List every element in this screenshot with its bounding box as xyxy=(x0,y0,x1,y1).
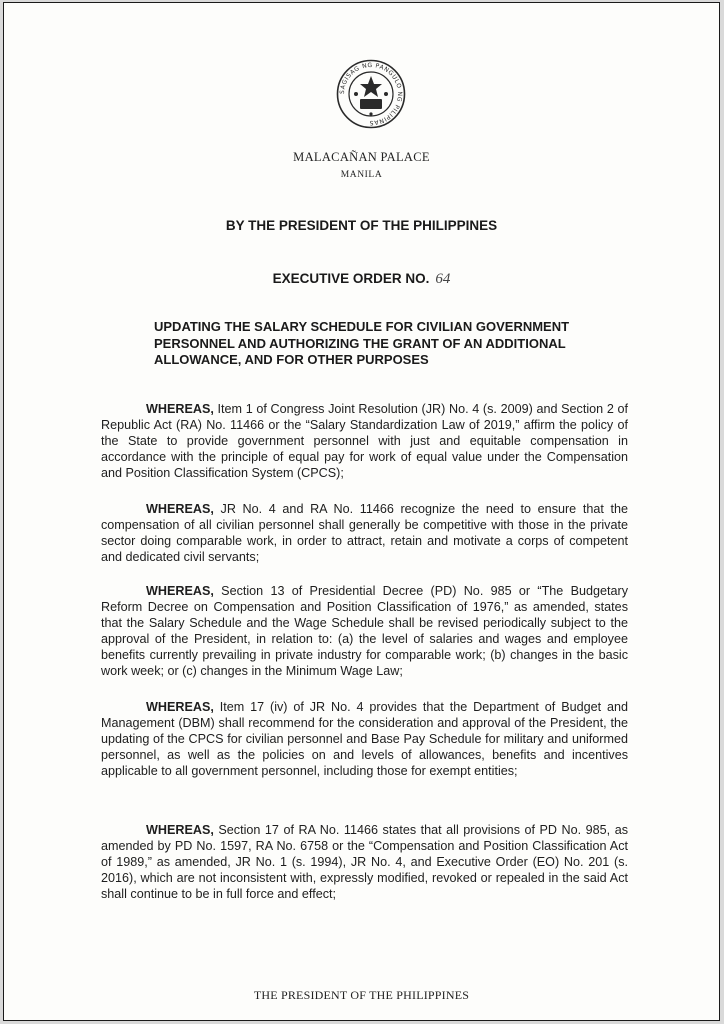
clause-text: Section 13 of Presidential Decree (PD) No. 985 or “The Budgetary Reform Decree on Compensation and Position Classification of 1976,” as amended, states that the Salary Schedule and the Wage Schedule shall be revised periodically subject to the approval of the President, in relation to: (a) the level of salaries and wages and employee benefits currently prevailing in private industry for comparable work; (b) changes in the basic work week; or (c) changes in the Minimum Wage Law; xyxy=(101,584,628,679)
palace-city: MANILA xyxy=(340,170,383,180)
clause-text: JR No. 4 and RA No. 11466 recognize the need to ensure that the compensation of all civilian personnel shall generally be competitive with those in the private sector doing comparable work, in order to attract, retain and motivate a corps of competent and dedicated civil servants; xyxy=(101,502,628,565)
clause-lead: WHEREAS, xyxy=(146,402,214,416)
clause-lead: WHEREAS, xyxy=(146,823,214,837)
page-footer: THE PRESIDENT OF THE PHILIPPINES xyxy=(253,988,470,1002)
palace-name: MALACAÑAN PALACE xyxy=(293,150,430,164)
clause-lead: WHEREAS, xyxy=(146,502,214,516)
whereas-clause xyxy=(101,401,628,481)
whereas-clause xyxy=(101,583,628,680)
presidential-seal-icon xyxy=(336,59,406,129)
whereas-clause xyxy=(101,699,628,779)
clause-lead: WHEREAS, xyxy=(146,584,214,598)
clause-text: Item 1 of Congress Joint Resolution (JR) No. 4 (s. 2009) and Section 2 of Republic Act (RA) No. 11466 or the “Salary Standardization Law of 2019,” affirm the policy of the State to provide government personnel with just and equitable compensation in accordance with the principle of equal pay for work of equal value under the Compensation and Position Classification System (CPCS); xyxy=(101,402,628,481)
executive-order-label: EXECUTIVE ORDER NO. xyxy=(272,271,430,286)
whereas-clause xyxy=(101,501,628,565)
order-subject: UPDATING THE SALARY SCHEDULE FOR CIVILIAN GOVERNMENT PERSONNEL AND AUTHORIZING THE GRANT OF AN ADDITIONAL ALLOWANCE, AND FOR OTHER PURPOSES xyxy=(154,319,570,367)
clause-lead: WHEREAS, xyxy=(146,700,214,714)
whereas-clause xyxy=(101,822,628,902)
executive-order-number: 64 xyxy=(435,271,451,287)
clause-text: Section 17 of RA No. 11466 states that all provisions of PD No. 985, as amended by PD No. 1597, RA No. 6758 or the “Compensation and Position Classification Act of 1989,” as amended, JR No. 1 (s. 1994), JR No. 4, and Executive Order (EO) No. 201 (s. 2016), which are not inconsistent with, expressly modified, revoked or repealed in the said Act shall continue to be in full force and effect; xyxy=(101,823,628,902)
issuing-authority: BY THE PRESIDENT OF THE PHILIPPINES xyxy=(225,218,498,233)
executive-order-title xyxy=(4,271,719,288)
clause-text: Item 17 (iv) of JR No. 4 provides that the Department of Budget and Management (DBM) shall recommend for the consideration and approval of the President, the updating of the CPCS for civilian personnel and Base Pay Schedule for military and uniformed personnel, as well as the policies on and levels of allowances, benefits and incentives applicable to all government personnel, including those for exempt entities; xyxy=(101,700,628,779)
seal-text: SAGISAG NG PANGULO NG PILIPINAS xyxy=(338,61,404,127)
document-page xyxy=(3,2,720,1021)
